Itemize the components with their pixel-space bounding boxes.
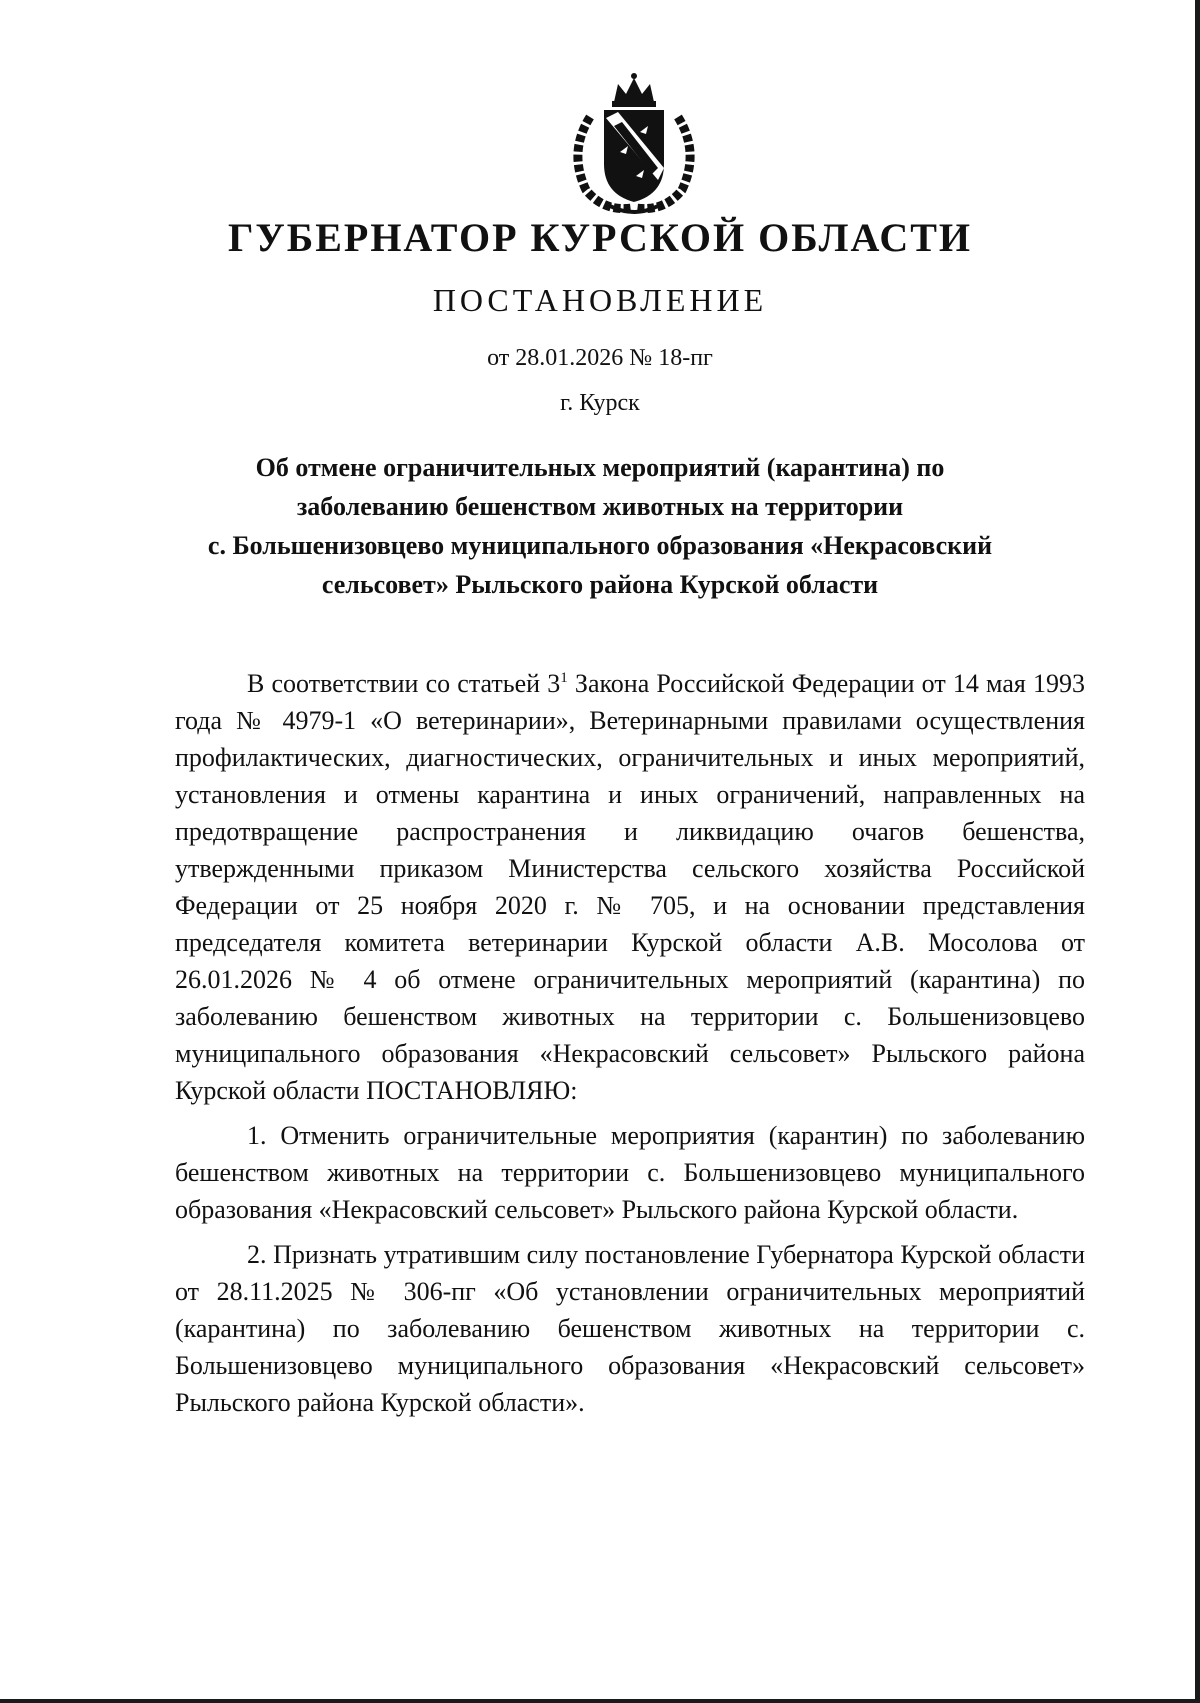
document-city: г. Курск: [560, 390, 640, 416]
document-type: ПОСТАНОВЛЕНИЕ: [432, 282, 768, 318]
subject-line: с. Большенизовцево муниципального образования «Некрасовский: [207, 531, 993, 560]
subject-line: заболеванию бешенством животных на территории: [296, 492, 904, 521]
document-subject: [0, 448, 1200, 604]
preamble-rest: Закона Российской Федерации от 14 мая 1993 года № 4979-1 «О ветеринарии», Ветеринарными правилами осуществления профилактических, диагностических, ограничительных и иных мероприятий, установления и отмены карантина и иных ограничений, направленных на предотвращение распространения и ликвидацию очагов бешенства, утвержденными приказом Министерства сельского хозяйства Российской Федерации от 25 ноября 2020 г. № 705, и на основании представления председателя комитета ветеринарии Курской области А.В. Мосолова от 26.01.2026 № 4 об отмене ограничительных мероприятий (карантина) по заболеванию бешенством животных на территории с. Большенизовцево муниципального образования «Некрасовский сельсовет» Рыльского района Курской области ПОСТАНОВЛЯЮ:: [175, 669, 1085, 1105]
subject-line: сельсовет» Рыльского района Курской области: [321, 570, 879, 599]
resolution-item-1: 1. Отменить ограничительные мероприятия (карантин) по заболеванию бешенством животных на территории с. Большенизовцево муниципального образования «Некрасовский сельсовет» Рыльского района Курской области.: [175, 1121, 1085, 1224]
page-edge-bottom: [0, 1699, 1200, 1703]
document-number: от 28.01.2026 № 18-пг: [487, 345, 713, 371]
article-superscript: 1: [560, 670, 568, 686]
authority-title: ГУБЕРНАТОР КУРСКОЙ ОБЛАСТИ: [227, 215, 973, 260]
subject-line: Об отмене ограничительных мероприятий (карантина) по: [255, 453, 945, 482]
preamble-start: В соответствии со статьей 3: [247, 669, 561, 698]
preamble-paragraph: [175, 665, 1085, 1109]
coat-of-arms-icon: [560, 72, 708, 220]
document-body: [175, 665, 1085, 1421]
resolution-item-2: 2. Признать утратившим силу постановление Губернатора Курской области от 28.11.2025 № 306-пг «Об установлении ограничительных мероприятий (карантина) по заболеванию бешенством животных на территории с. Большенизовцево муниципального образования «Некрасовский сельсовет» Рыльского района Курской области».: [175, 1240, 1085, 1417]
